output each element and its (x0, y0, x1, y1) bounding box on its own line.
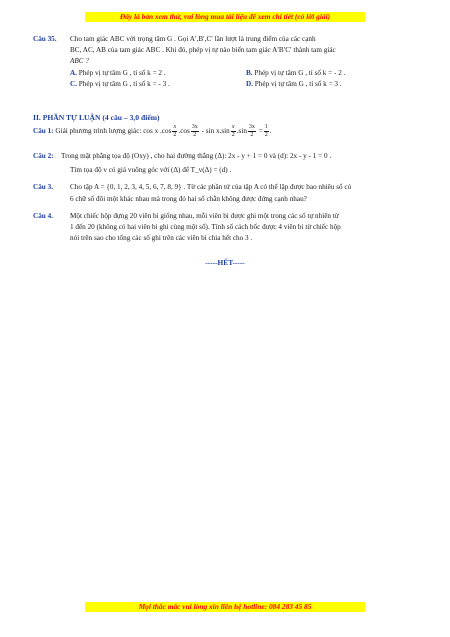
fraction-1 (172, 124, 177, 139)
fraction-5-denominator: 2 (264, 132, 268, 138)
essay-question-2-line-1: Trong mặt phẳng tọa độ (Oxy) , cho hai đường thẳng (Δ): 2x - y + 1 = 0 và (d): 2x - y - 1 = 0 . (61, 152, 332, 160)
equation (143, 124, 272, 138)
equation-equals: = (258, 127, 263, 136)
essay-question-2-label: Câu 2: (33, 152, 54, 160)
question-35-line-3: ABC ? (70, 57, 89, 65)
essay-question-4 (33, 212, 419, 248)
essay-question-4-line-2: 1 đến 20 (không có hai viên bi ghi cùng một số). Tính số cách bốc được 4 viên bi từ chiếc hộp (70, 223, 341, 231)
essay-question-3-label: Câu 3. (33, 183, 53, 191)
essay-question-2-line-2: Tìm tọa độ v có giá vuông góc với (Δ) để T_v(Δ) = (d) . (70, 166, 232, 174)
fraction-4 (248, 124, 256, 139)
fraction-1-denominator: 2 (173, 132, 177, 138)
equation-part-4: .sin (236, 127, 247, 136)
hotline-banner: Mọi thắc mắc vui lòng xin liên hệ hotline: 084 283 45 85 (85, 602, 365, 612)
question-35-line-2: BC, AC, AB của tam giác ABC . Khi đó, phép vị tự nào biến tam giác A′B′C′ thành tam giác (70, 46, 336, 54)
option-b-text: Phép vị tự tâm G , tỉ số k = - 2 . (254, 69, 346, 77)
essay-question-3-line-2: 6 chữ số đôi một khác nhau mà trong đó hai số chẵn không được đứng cạnh nhau? (70, 195, 307, 203)
essay-question-4-line-3: nói trên sao cho tổng các số ghi trên các viên bi chia hết cho 3 . (70, 234, 253, 242)
equation-part-2: .cos (178, 127, 190, 136)
option-a[interactable] (70, 69, 166, 79)
option-d-letter: D. (246, 80, 253, 88)
essay-question-3-line-1: Cho tập A = {0, 1, 2, 3, 4, 5, 6, 7, 8, 9} . Từ các phần tử của tập A có thể lập được bao nhiêu số có (70, 183, 352, 191)
fraction-2 (191, 124, 199, 139)
question-35-label: Câu 35. (33, 35, 57, 43)
essay-question-1-text: Giải phương trình lượng giác: (55, 127, 142, 136)
option-d-text: Phép vị tự tâm G , tỉ số k = 3 . (254, 80, 342, 88)
section-title: II. PHẦN TỰ LUẬN (4 câu – 3,0 điểm) (33, 113, 160, 122)
fraction-2-numerator: 3x (191, 124, 198, 130)
end-marker: -----HẾT----- (205, 258, 245, 267)
equation-part-3: - sin x.sin (201, 127, 230, 136)
essay-question-1-line (33, 124, 272, 139)
fraction-5 (264, 124, 269, 139)
option-b[interactable] (246, 69, 345, 79)
fraction-3-numerator: x (231, 124, 235, 130)
question-35-line-1: Cho tam giác ABC với trọng tâm G . Gọi A′,B′,C′ lần lượt là trung điểm của các cạnh (70, 35, 316, 43)
essay-question-2 (33, 152, 419, 176)
fraction-5-numerator: 1 (264, 124, 268, 130)
option-c-letter: C. (70, 80, 77, 88)
fraction-3-denominator: 2 (231, 132, 235, 138)
fraction-2-denominator: 2 (193, 132, 197, 138)
option-c[interactable] (70, 80, 170, 90)
option-d[interactable] (246, 80, 342, 90)
option-c-text: Phép vị tự tâm G , tỉ số k = - 3 . (78, 80, 170, 88)
equation-end: . (269, 127, 272, 136)
essay-question-3 (33, 183, 419, 207)
essay-question-4-line-1: Một chiếc hộp đựng 20 viên bi giống nhau, mỗi viên bi được ghi một trong các số tự nhiên từ (70, 212, 339, 220)
fraction-4-numerator: 3x (248, 124, 255, 130)
options-row-ab (70, 69, 420, 79)
option-a-letter: A. (70, 69, 77, 77)
fraction-4-denominator: 2 (250, 132, 254, 138)
essay-question-4-label: Câu 4. (33, 212, 53, 220)
essay-question-1 (33, 124, 419, 146)
option-b-letter: B. (246, 69, 253, 77)
equation-part-1: cos x .cos (143, 127, 172, 136)
preview-notice-banner: Đây là bản xem thử, vui lòng mua tài liệu để xem chi tiết (có lời giải) (85, 12, 365, 22)
option-a-text: Phép vị tự tâm G , tỉ số k = 2 . (78, 69, 166, 77)
fraction-3 (231, 124, 236, 139)
question-35 (33, 35, 419, 95)
options-row-cd (70, 80, 420, 90)
essay-question-1-label: Câu 1: (33, 127, 54, 136)
fraction-1-numerator: x (173, 124, 177, 130)
